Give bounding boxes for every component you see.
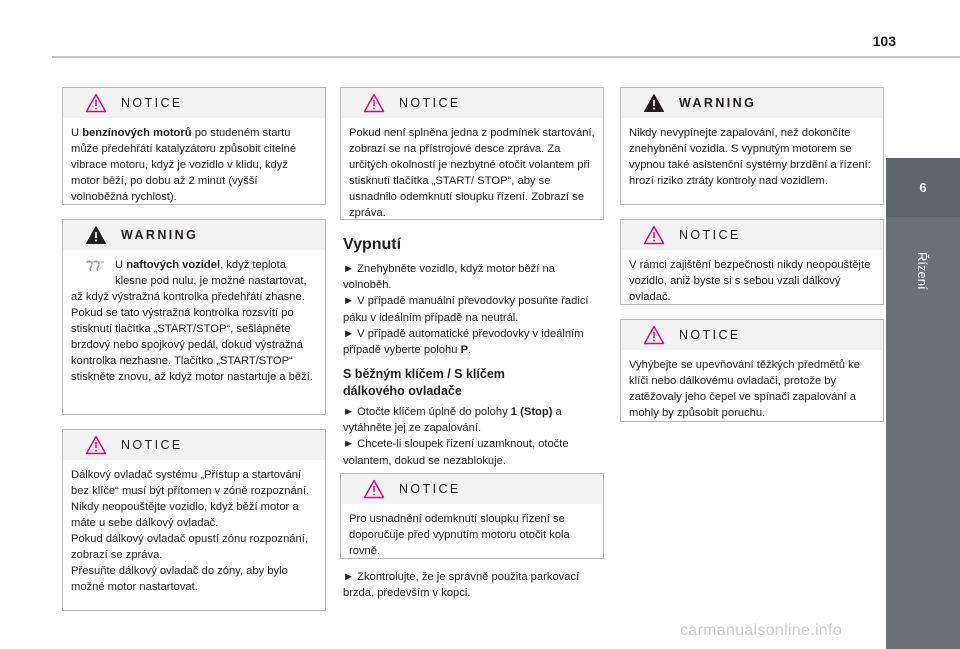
notice-body xyxy=(341,118,603,227)
notice-body xyxy=(63,460,325,601)
notice-header xyxy=(63,430,325,460)
step-text-bold: P xyxy=(460,344,469,357)
subsection-title: S běžným klíčem / S klíčem dálkového ovladače xyxy=(343,367,505,398)
notice-body xyxy=(621,250,883,311)
closing-text: ► Zkontrolujte, že je správně použita parkovací brzda, především v kopci. xyxy=(343,571,580,600)
notice-body xyxy=(341,504,603,565)
notice-text: Vyhýbejte se upevňování těžkých předmětů ke klíči nebo dálkovému ovladači, protože by zatěžovaly jeho čepel ve spínači zapalování a mohly by způsobit poruchu. xyxy=(629,359,860,419)
warning-triangle-outline-icon xyxy=(85,93,107,113)
subsection-body xyxy=(343,404,605,469)
chapter-label-text: Řízení xyxy=(915,252,930,290)
warning-title: WARNING xyxy=(679,96,757,110)
page-number: 103 xyxy=(872,33,896,49)
warning-text: Nikdy nevypínejte zapalování, než dokončíte znehybnění vozidla. S vypnutým motorem se vypnou také asistenční systémy brzdění a řízení: hrozí riziko ztráty kontroly nad vozidlem. xyxy=(629,127,871,187)
warning-text: , když teplota klesne pod nulu, je možné nastartovat, až když výstražná kontrolka předehřátí zhasne. xyxy=(71,259,307,303)
notice-text: Pro usnadnění odemknutí sloupku řízení se doporučuje před vypnutím motoru otočit kola rovně. xyxy=(349,513,570,557)
notice-title: NOTICE xyxy=(679,328,741,342)
warning-body xyxy=(63,250,325,391)
notice-body xyxy=(621,350,883,427)
warning-triangle-outline-icon xyxy=(363,93,385,113)
step-text: a vytáhněte jej ze zapalování. xyxy=(343,406,562,435)
notice-title: NOTICE xyxy=(121,438,183,452)
notice-header xyxy=(63,88,325,118)
notice-title: NOTICE xyxy=(399,96,461,110)
warning-triangle-filled-icon xyxy=(643,93,665,113)
header-rule xyxy=(52,56,960,58)
notice-header xyxy=(621,220,883,250)
notice-text: Pokud není splněna jedna z podmínek startování, zobrazí se na přístrojové desce zpráva. Za určitých okolností je nezbytné otočit volantem při stisknutí tlačítka „START/ STOP“, aby se usnadnilo odemknutí sloupku řízení. Zobrazí se zpráva. xyxy=(349,127,595,219)
notice-header xyxy=(621,320,883,350)
step-text: ► V případě manuální převodovky posuňte řadicí páku v ideálním případě na neutrál. xyxy=(343,295,589,324)
notice-box xyxy=(340,473,604,559)
step-text: ► Chcete-li sloupek řízení uzamknout, otočte volantem, dokud se nezablokuje. xyxy=(343,438,569,467)
warning-triangle-filled-icon xyxy=(85,225,107,245)
step-text: ► Znehybněte vozidlo, když motor běží na volnoběh. xyxy=(343,263,555,292)
notice-box xyxy=(620,219,884,305)
notice-text: Dálkový ovladač systému „Přístup a startování bez klíče“ musí být přítomen v zóně rozpoznání. xyxy=(71,469,310,497)
warning-triangle-outline-icon xyxy=(85,435,107,455)
notice-text: Přesuňte dálkový ovladač do zóny, aby bylo možné motor nastartovat. xyxy=(71,565,288,593)
notice-body xyxy=(63,118,325,211)
warning-text-bold: naftových vozidel xyxy=(126,259,221,271)
notice-box xyxy=(340,87,604,220)
notice-header xyxy=(341,474,603,504)
warning-triangle-outline-icon xyxy=(643,225,665,245)
step-text-bold: 1 (Stop) xyxy=(510,406,553,418)
notice-title: NOTICE xyxy=(679,228,741,242)
section-body xyxy=(343,261,605,358)
warning-triangle-outline-icon xyxy=(363,479,385,499)
warning-triangle-outline-icon xyxy=(643,325,665,345)
warning-box xyxy=(620,87,884,205)
warning-header xyxy=(63,220,325,250)
step-text: ► Otočte klíčem úplně do polohy xyxy=(343,406,511,418)
chapter-tab[interactable]: 6 xyxy=(886,158,960,217)
section-title: Vypnutí xyxy=(343,236,402,253)
step-text: . xyxy=(468,344,472,357)
watermark: carmanualsonline.info xyxy=(680,622,842,639)
notice-box xyxy=(620,319,884,422)
notice-title: NOTICE xyxy=(399,482,461,496)
notice-text-bold: benzínových motorů xyxy=(82,127,192,139)
notice-text: U xyxy=(71,127,83,139)
notice-header xyxy=(341,88,603,118)
warning-text: U xyxy=(115,259,127,271)
warning-box xyxy=(62,219,326,415)
notice-box xyxy=(62,429,326,611)
warning-header xyxy=(621,88,883,118)
step-text: ► V případě automatické převodovky v ideálním případě vyberte polohu xyxy=(343,327,584,357)
warning-body xyxy=(621,118,883,195)
notice-text: Pokud dálkový ovladač opustí zónu rozpoznání, zobrazí se zpráva. xyxy=(71,533,308,561)
warning-title: WARNING xyxy=(121,228,199,242)
diesel-preheat-icon xyxy=(85,258,105,272)
warning-text: Pokud se tato výstražná kontrolka rozsvítí po stisknutí tlačítka „START/STOP“, sešlápněte brzdový nebo spojkový pedál, dokud výstražná kontrolka nezhasne. Tlačítko „START/STOP“ stiskněte znovu, až když motor nastartuje a běží. xyxy=(71,307,313,383)
notice-box xyxy=(62,87,326,205)
notice-text: V rámci zajištění bezpečnosti nikdy neopouštějte vozidlo, aniž byste si s sebou vzali dálkový ovladač. xyxy=(629,259,871,303)
notice-text: po studeném startu může předehřátí katalyzátoru způsobit citelné vibrace motoru, když je vozidlo v klidu, když motor běží, po dobu až 2 minut (vyšší volnoběžná rychlost). xyxy=(71,127,297,203)
notice-title: NOTICE xyxy=(121,96,183,110)
chapter-label xyxy=(886,250,960,310)
notice-text: Nikdy neopouštějte vozidlo, když běží motor a máte u sebe dálkový ovladač. xyxy=(71,501,299,529)
